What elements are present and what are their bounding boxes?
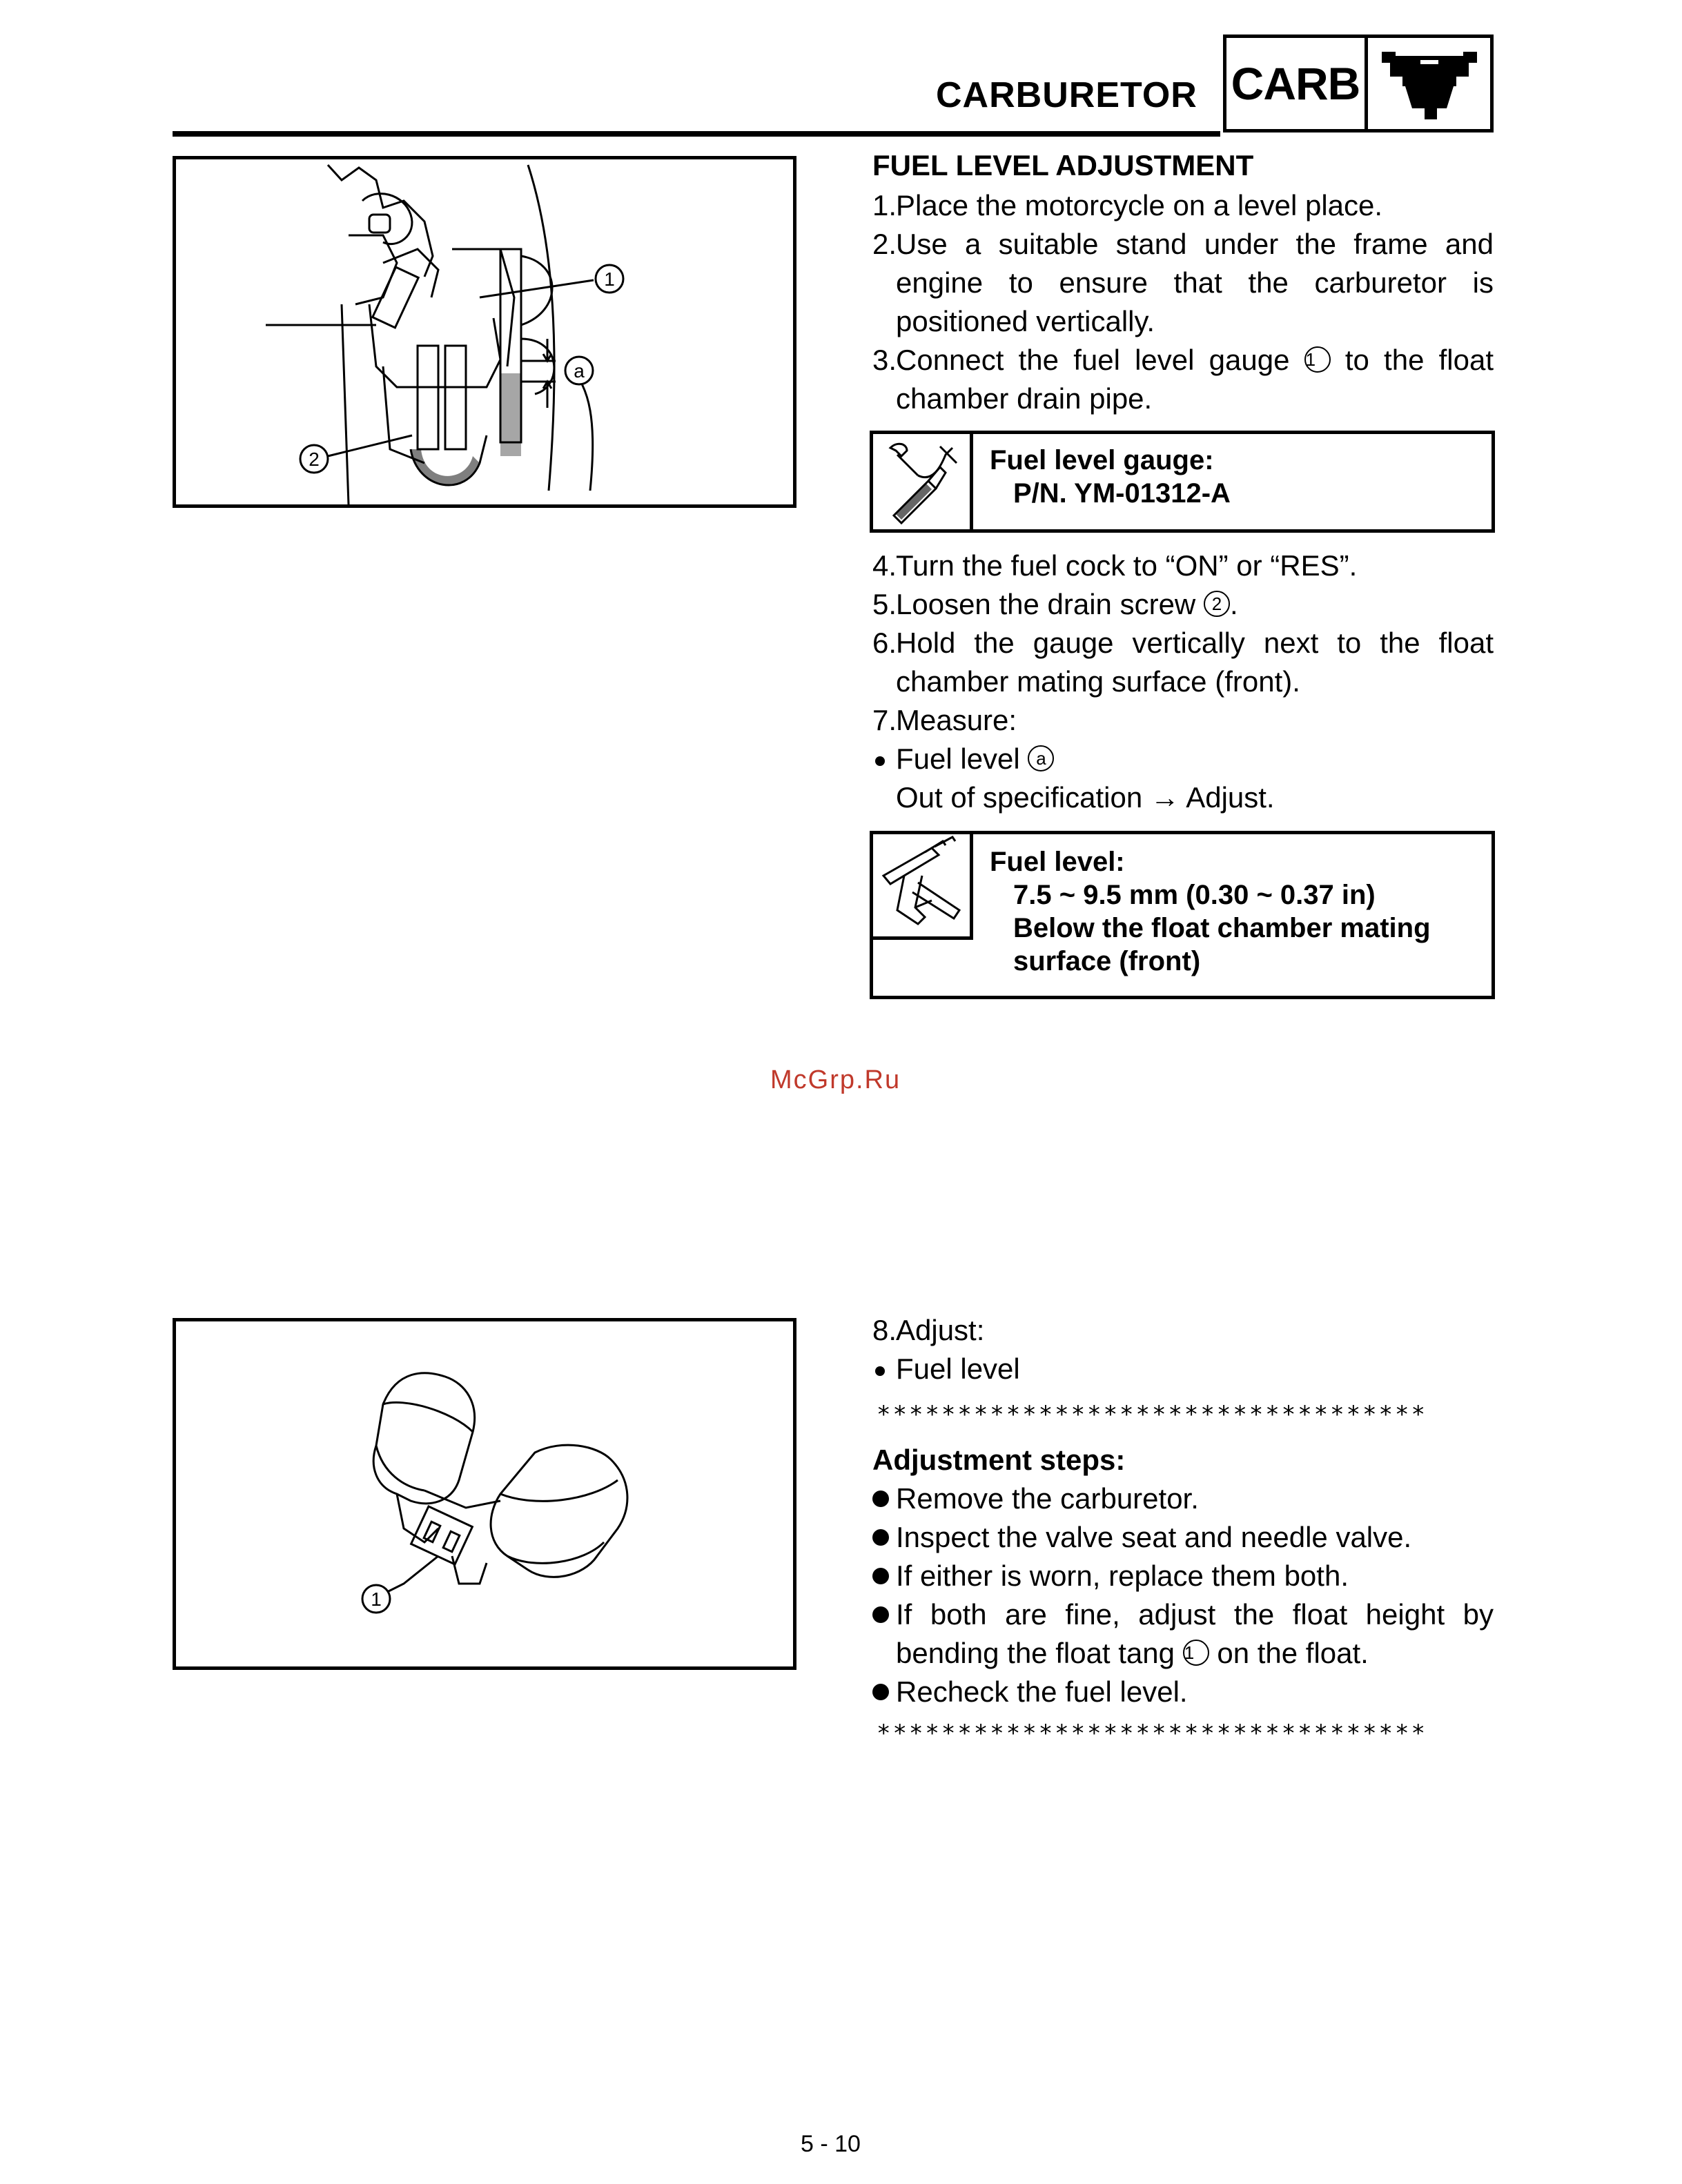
- float-figure: [173, 1318, 796, 1670]
- bullet-icon: [872, 1606, 889, 1623]
- stars-divider-top: **********************************: [877, 1401, 1427, 1428]
- circled-2: 2: [1204, 591, 1230, 617]
- adjust-item-2: Inspect the valve seat and needle valve.: [872, 1518, 1494, 1557]
- section-title: FUEL LEVEL ADJUSTMENT: [872, 149, 1254, 181]
- circled-1-float-tang: 1: [1183, 1640, 1209, 1666]
- callout-1-fig2: 1: [371, 1588, 382, 1610]
- step-5: 5. Loosen the drain screw 2 .: [872, 588, 1238, 620]
- step-8: 8. Adjust:: [872, 1314, 985, 1346]
- spec-box: [870, 831, 1495, 999]
- spec-value: 7.5 ~ 9.5 mm (0.30 ~ 0.37 in): [1013, 880, 1376, 910]
- watermark-text: McGrp.Ru: [770, 1065, 901, 1094]
- adjustment-steps-title: Adjustment steps:: [872, 1444, 1126, 1476]
- page-number: 5 - 10: [801, 2131, 861, 2157]
- tool-part-number: P/N. YM-01312-A: [1013, 478, 1231, 509]
- step-6: 6. Hold the gauge vertically next to the float chamber mating surface (front).: [872, 627, 1494, 698]
- measure-note: Out of specification → Adjust.: [896, 781, 1275, 814]
- circled-1: 1: [1304, 346, 1331, 373]
- spec-note-line2: surface (front): [1013, 946, 1201, 976]
- step-3: 3. Connect the fuel level gauge 1 to the float chamber drain pipe.: [872, 344, 1494, 415]
- page-title: CARBURETOR: [936, 75, 1197, 115]
- measure-bullet: Fuel level a Out of specification → Adjust.: [872, 740, 1494, 817]
- wrench-gauge-icon: [873, 434, 973, 529]
- badge-label: CARB: [1226, 38, 1368, 129]
- step-7: 7. Measure:: [872, 704, 1017, 736]
- header-rule: [173, 131, 1220, 137]
- carburetor-icon: [1368, 38, 1490, 129]
- bullet-icon: [872, 1684, 889, 1700]
- bullet-icon: [875, 1366, 885, 1376]
- tool-box: [870, 431, 1495, 533]
- bullet-icon: [875, 756, 885, 766]
- tool-label: Fuel level gauge:: [990, 445, 1214, 475]
- bullet-icon: [872, 1529, 889, 1546]
- callout-a: a: [574, 360, 585, 382]
- adjust-item-3: If either is worn, replace them both.: [872, 1557, 1494, 1595]
- step-1: 1. Place the motorcycle on a level place.: [872, 189, 1383, 222]
- adjust-item-4: If both are fine, adjust the float height by bending the float tang 1 on the float.: [872, 1595, 1494, 1673]
- caliper-icon: [873, 834, 973, 940]
- adjust-bullet: Fuel level: [872, 1350, 1494, 1388]
- carburetor-diagram: [176, 159, 793, 504]
- bullet-icon: [872, 1568, 889, 1584]
- adjust-item-5: Recheck the fuel level.: [872, 1673, 1494, 1711]
- spec-label: Fuel level:: [990, 847, 1125, 877]
- spec-note-line1: Below the float chamber mating: [1013, 913, 1431, 943]
- float-diagram: [176, 1321, 793, 1666]
- step-2: 2. Use a suitable stand under the frame and engine to ensure that the carburetor is positioned vertically.: [872, 228, 1494, 337]
- carburetor-figure: [173, 156, 796, 508]
- stars-divider-bottom: **********************************: [877, 1720, 1427, 1747]
- circled-a: a: [1028, 745, 1054, 771]
- adjust-item-1: Remove the carburetor.: [872, 1479, 1494, 1518]
- step-4: 4. Turn the fuel cock to “ON” or “RES”.: [872, 549, 1358, 582]
- bullet-icon: [872, 1491, 889, 1507]
- section-badge: [1223, 35, 1494, 132]
- callout-2: 2: [309, 449, 320, 470]
- callout-1: 1: [604, 268, 615, 290]
